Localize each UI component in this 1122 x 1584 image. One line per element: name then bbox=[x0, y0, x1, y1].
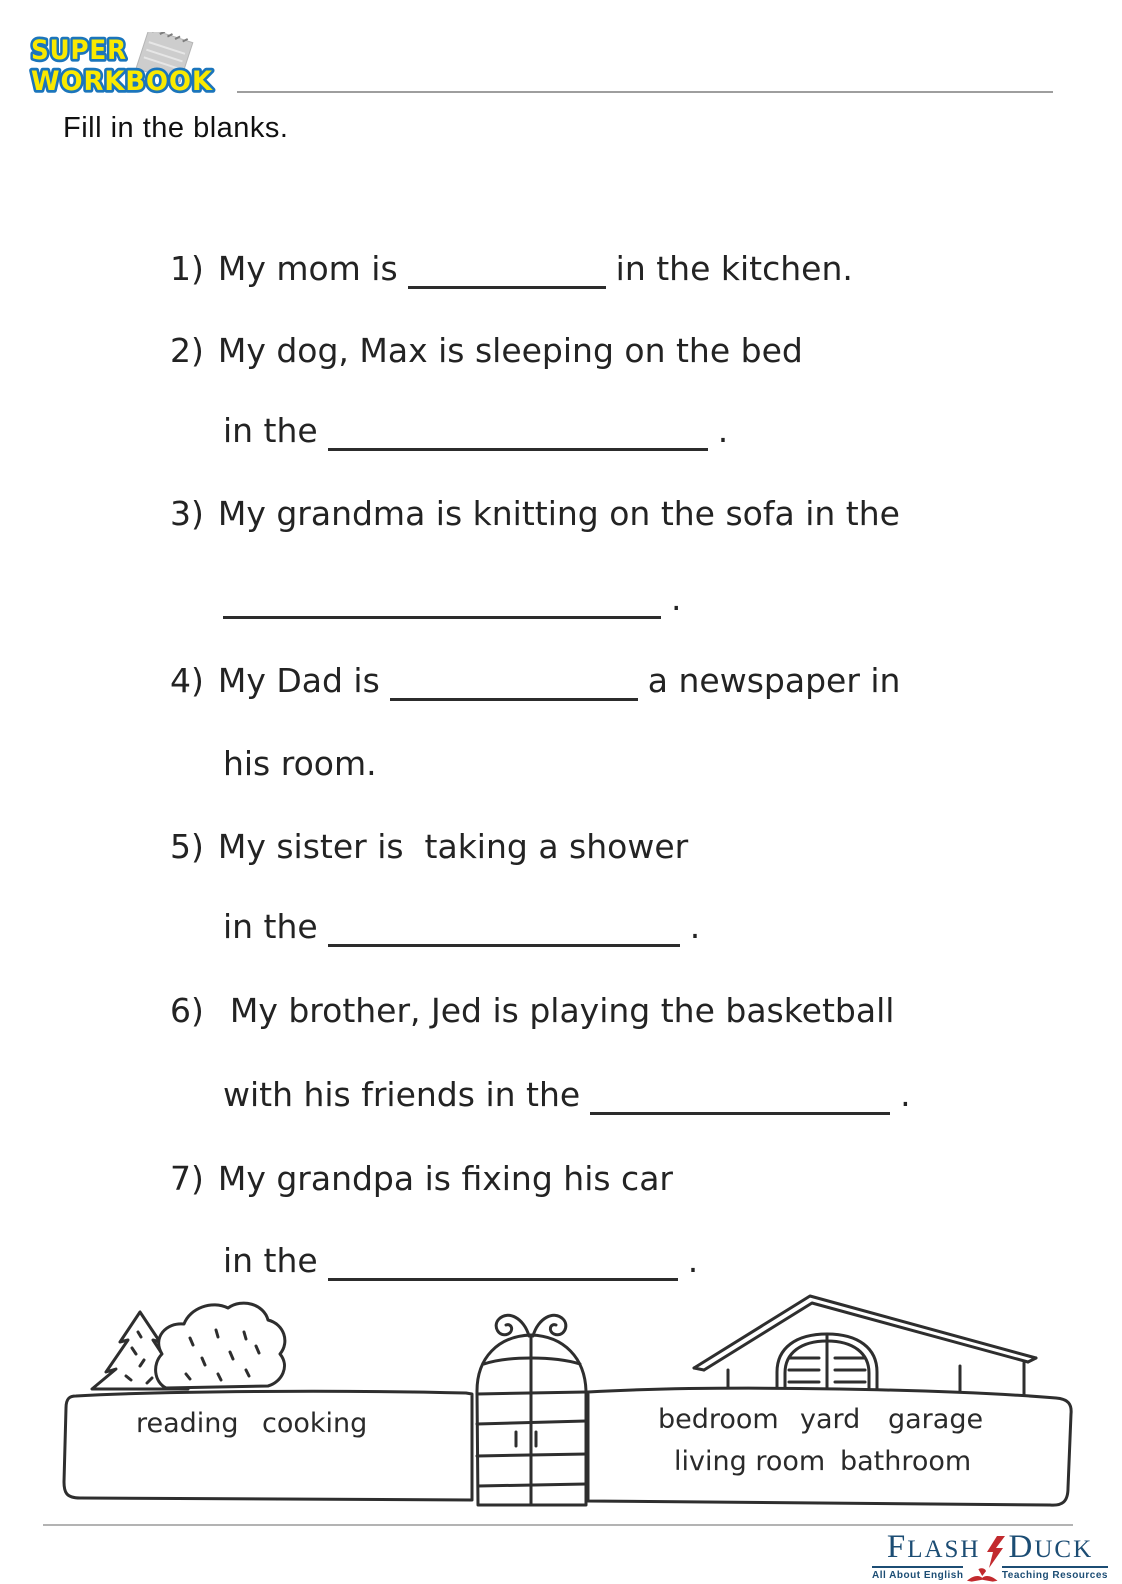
blank-line bbox=[328, 1242, 678, 1281]
item-text: his room. bbox=[222, 744, 377, 783]
item-number: 1) bbox=[169, 249, 204, 288]
item-number: 2) bbox=[169, 331, 204, 370]
item-text: . bbox=[670, 579, 682, 618]
word-bank-word: garage bbox=[888, 1404, 984, 1435]
item-text: in the kitchen. bbox=[615, 249, 853, 288]
logo-line2: WORKBOOK bbox=[31, 66, 214, 97]
item-text: My dog, Max is sleeping on the bed bbox=[217, 331, 803, 370]
bush-drawing bbox=[156, 1303, 285, 1388]
item-text: . bbox=[717, 411, 729, 450]
open-book-icon bbox=[966, 1567, 998, 1583]
super-workbook-logo bbox=[28, 32, 230, 98]
item-text: . bbox=[900, 1075, 911, 1114]
item-text: a newspaper in bbox=[647, 661, 901, 700]
item-text: in the bbox=[222, 907, 318, 946]
item-text: in the bbox=[222, 1241, 318, 1280]
item-text: My grandma is knitting on the sofa in the bbox=[217, 494, 900, 533]
item-text: with his friends in the bbox=[222, 1075, 581, 1114]
item-text: My brother, Jed is playing the basketball bbox=[229, 991, 895, 1030]
blank-line bbox=[390, 662, 638, 701]
blank-line bbox=[590, 1076, 890, 1115]
page-title: Fill in the blanks. bbox=[63, 112, 289, 144]
word-bank-word: cooking bbox=[262, 1408, 368, 1439]
flash-duck-tagline bbox=[872, 1566, 1108, 1583]
word-bank-word: bathroom bbox=[840, 1446, 972, 1477]
word-bank-word: reading bbox=[136, 1408, 239, 1439]
item-text: My grandpa is fixing his car bbox=[217, 1159, 673, 1198]
word-bank-word: yard bbox=[800, 1404, 861, 1435]
item-number: 4) bbox=[169, 661, 204, 700]
item-text: . bbox=[687, 1241, 699, 1280]
brand-duck: DUCK bbox=[1008, 1529, 1094, 1565]
logo-line1: SUPER bbox=[31, 35, 127, 66]
footer-rule bbox=[43, 1524, 1073, 1526]
tagline-right: Teaching Resources bbox=[1002, 1566, 1108, 1581]
item-number: 6) bbox=[169, 991, 204, 1030]
tagline-left: All About English bbox=[872, 1566, 963, 1581]
blank-line bbox=[408, 250, 606, 289]
item-text: . bbox=[689, 907, 701, 946]
item-number: 3) bbox=[169, 494, 204, 533]
blank-line bbox=[328, 412, 708, 451]
item-text: My Dad is bbox=[217, 661, 380, 700]
blank-line bbox=[223, 580, 661, 619]
item-number: 7) bbox=[169, 1159, 204, 1198]
item-text: My mom is bbox=[217, 249, 398, 288]
item-text: My sister is taking a shower bbox=[217, 827, 689, 866]
header-rule bbox=[237, 91, 1053, 93]
word-bank-word: bedroom bbox=[658, 1404, 779, 1435]
blank-line bbox=[328, 908, 680, 947]
flash-duck-logo bbox=[872, 1531, 1108, 1583]
house-drawing bbox=[694, 1296, 1036, 1396]
word-bank-scene bbox=[40, 1286, 1085, 1522]
item-text: in the bbox=[222, 411, 318, 450]
gate-drawing bbox=[477, 1315, 587, 1505]
brand-flash: FLASH bbox=[886, 1529, 981, 1565]
word-bank-word: living room bbox=[674, 1446, 826, 1477]
item-number: 5) bbox=[169, 827, 204, 866]
flash-duck-wordmark bbox=[872, 1531, 1108, 1564]
lightning-icon bbox=[983, 1536, 1007, 1568]
